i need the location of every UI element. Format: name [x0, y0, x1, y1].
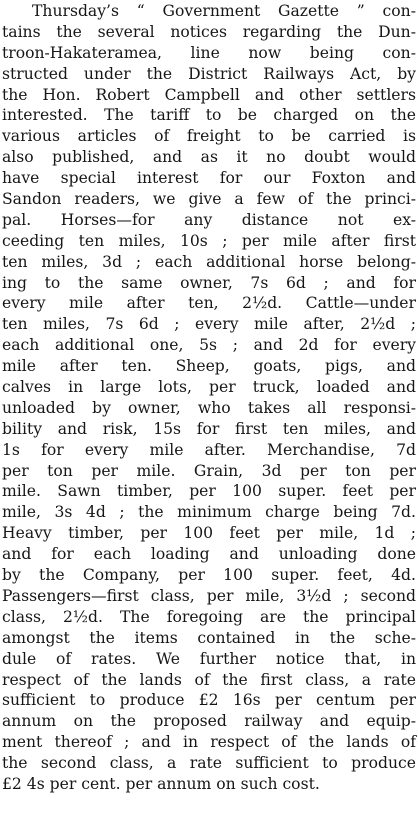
article-line: ing to the same owner, 7s 6d ; and for	[2, 273, 416, 292]
article-line: amongst the items contained in the sche-	[2, 628, 416, 647]
article-line: and for each loading and unloading done	[2, 545, 416, 564]
article-line: bility and risk, 15s for first ten miles, and	[2, 419, 416, 438]
article-line: tains the several notices regarding the Dun-	[2, 22, 416, 41]
article-line: ten miles, 7s 6d ; every mile after, 2½d ;	[2, 315, 416, 334]
article-line: dule of rates. We further notice that, in	[2, 649, 416, 668]
article-line: Heavy timber, per 100 feet per mile, 1d ;	[2, 524, 416, 543]
article-line: also published, and as it no doubt would	[2, 148, 416, 167]
article-line: Passengers—first class, per mile, 3½d ; second	[2, 586, 416, 605]
article-line: 1s for every mile after. Merchandise, 7d	[2, 440, 416, 459]
article-line: every mile after ten, 2½d. Cattle—under	[2, 294, 416, 313]
article-line: ceeding ten miles, 10s ; per mile after first	[2, 231, 416, 250]
article-line: £2 4s per cent. per annum on such cost.	[2, 774, 320, 793]
article-line: have special interest for our Foxton and	[2, 169, 416, 188]
article-line: mile after ten. Sheep, goats, pigs, and	[2, 357, 416, 376]
article-line: pal. Horses—for any distance not ex-	[2, 210, 416, 229]
article-line: the second class, a rate sufficient to produce	[2, 754, 416, 773]
article-line: interested. The tariff to be charged on the	[2, 106, 416, 125]
article-line: each additional one, 5s ; and 2d for every	[2, 336, 416, 355]
article-line: calves in large lots, per truck, loaded and	[2, 378, 416, 397]
article-line: Thursday’s “ Government Gazette ” con-	[32, 2, 416, 20]
article-column	[2, 0, 416, 795]
article-line: mile. Sawn timber, per 100 super. feet per	[2, 482, 416, 501]
article-line: unloaded by owner, who takes all responsi-	[2, 398, 416, 417]
article-line: respect of the lands of the first class, a rate	[2, 670, 416, 689]
article-line: ment thereof ; and in respect of the lands of	[2, 733, 416, 752]
article-line: ten miles, 3d ; each additional horse belong-	[2, 252, 416, 271]
article-line: the Hon. Robert Campbell and other settlers	[2, 85, 416, 104]
article-line: class, 2½d. The foregoing are the principal	[2, 607, 416, 626]
article-line: troon-Hakateramea, line now being con-	[2, 43, 416, 62]
article-line: mile, 3s 4d ; the minimum charge being 7d.	[2, 503, 416, 522]
article-line: by the Company, per 100 super. feet, 4d.	[2, 566, 416, 585]
article-line: annum on the proposed railway and equip-	[2, 712, 416, 731]
article-line: various articles of freight to be carried is	[2, 127, 416, 146]
article-line: Sandon readers, we give a few of the princi-	[2, 190, 416, 209]
article-line: structed under the District Railways Act, by	[2, 64, 416, 83]
article-line: sufficient to produce £2 16s per centum per	[2, 691, 416, 710]
article-line: per ton per mile. Grain, 3d per ton per	[2, 461, 416, 480]
